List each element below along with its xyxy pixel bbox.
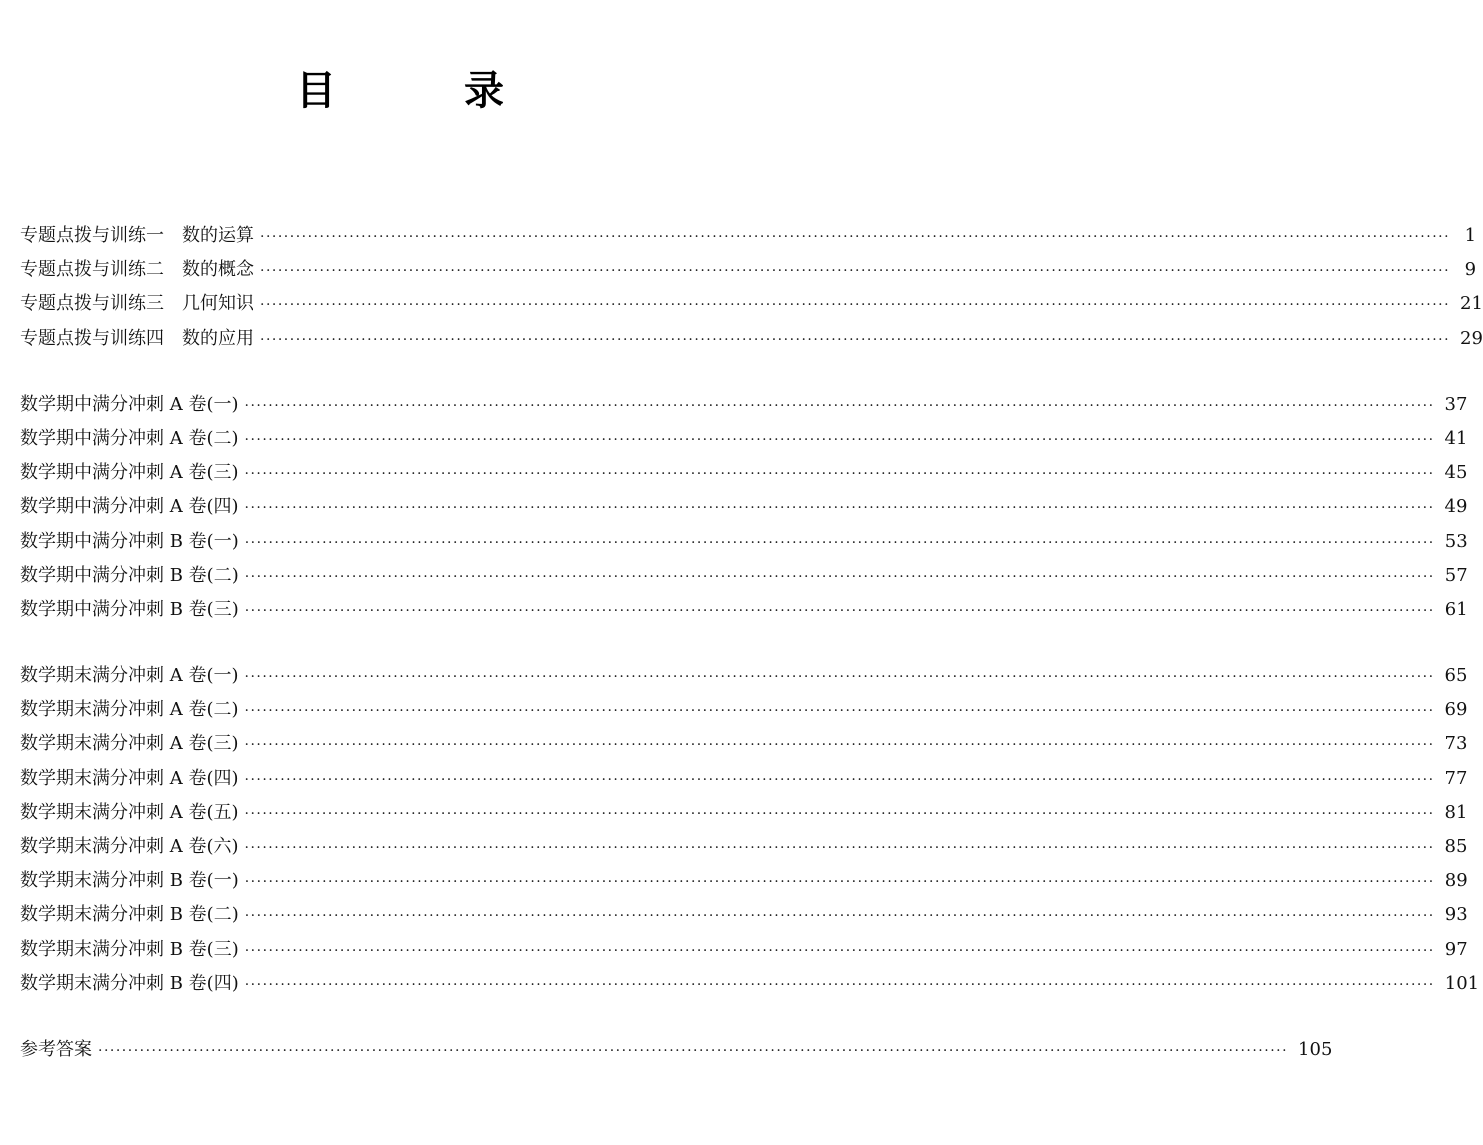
- toc-entry[interactable]: [20, 967, 1480, 1001]
- toc-entry[interactable]: [20, 727, 1468, 761]
- dot-leader: ········································································································································································································: [244, 737, 1435, 754]
- toc-page-number: 37: [1444, 393, 1468, 415]
- toc-entry-title: 数学期中满分冲刺 A 卷(四): [20, 496, 239, 518]
- toc-entry-title: 数学期中满分冲刺 B 卷(三): [20, 598, 239, 620]
- dot-leader: ········································································································································································································: [244, 771, 1435, 788]
- table-of-contents: [20, 219, 1483, 1067]
- toc-entry[interactable]: [20, 659, 1468, 693]
- toc-page-number: 81: [1444, 801, 1468, 823]
- page-title: 目 录: [296, 68, 548, 114]
- toc-entry-title: 数学期末满分冲刺 B 卷(四): [20, 972, 239, 994]
- toc-entry[interactable]: [20, 287, 1483, 321]
- dot-leader: ········································································································································································································: [244, 431, 1435, 448]
- toc-page-number: 65: [1444, 665, 1468, 687]
- dot-leader: ········································································································································································································: [244, 840, 1435, 856]
- toc-group: [20, 1033, 1333, 1067]
- toc-entry-title: 数学期中满分冲刺 A 卷(三): [20, 462, 239, 484]
- dot-leader: ········································································································································································································: [244, 534, 1435, 551]
- toc-page-number: 9: [1464, 259, 1477, 281]
- dot-leader: ········································································································································································································: [244, 602, 1435, 619]
- toc-page-number: 73: [1444, 733, 1468, 755]
- toc-entry-title: 数学期末满分冲刺 A 卷(四): [20, 767, 239, 789]
- toc-entry[interactable]: [20, 898, 1468, 932]
- dot-leader: ········································································································································································································: [244, 568, 1435, 585]
- toc-entry-title: 数学期中满分冲刺 B 卷(一): [20, 530, 239, 552]
- toc-page-number: 69: [1444, 699, 1468, 721]
- toc-page-number: 77: [1444, 767, 1468, 789]
- dot-leader: ········································································································································································································: [98, 1042, 1289, 1059]
- dot-leader: ········································································································································································································: [260, 331, 1451, 348]
- toc-entry[interactable]: [20, 456, 1468, 490]
- toc-entry[interactable]: [20, 1033, 1333, 1067]
- toc-group: [20, 219, 1483, 356]
- toc-entry[interactable]: [20, 219, 1477, 253]
- dot-leader: ········································································································································································································: [260, 229, 1451, 245]
- toc-page-number: 53: [1444, 530, 1468, 552]
- toc-entry-title: 专题点拨与训练一 数的运算: [20, 225, 254, 246]
- toc-page-number: 97: [1444, 938, 1468, 960]
- toc-entry-title: 专题点拨与训练二 数的概念: [20, 259, 254, 281]
- toc-entry-title: 数学期末满分冲刺 B 卷(三): [20, 938, 239, 960]
- toc-entry[interactable]: [20, 490, 1468, 524]
- dot-leader: ········································································································································································································: [244, 703, 1435, 720]
- toc-entry-title: 专题点拨与训练三 几何知识: [20, 293, 254, 315]
- dot-leader: ········································································································································································································: [244, 942, 1435, 959]
- toc-entry[interactable]: [20, 933, 1468, 967]
- toc-page-number: 101: [1444, 972, 1480, 994]
- toc-page-number: 29: [1460, 327, 1483, 349]
- toc-entry-title: 数学期末满分冲刺 A 卷(一): [20, 665, 239, 687]
- toc-entry-title: 专题点拨与训练四 数的应用: [20, 327, 254, 349]
- dot-leader: ········································································································································································································: [260, 263, 1451, 280]
- toc-entry-title: 参考答案: [20, 1038, 92, 1060]
- toc-group: [20, 659, 1480, 1001]
- toc-entry[interactable]: [20, 830, 1468, 864]
- toc-entry-title: 数学期末满分冲刺 A 卷(三): [20, 733, 239, 755]
- dot-leader: ········································································································································································································: [244, 805, 1435, 822]
- dot-leader: ········································································································································································································: [244, 908, 1435, 925]
- toc-entry-title: 数学期末满分冲刺 A 卷(二): [20, 699, 239, 721]
- dot-leader: ········································································································································································································: [244, 466, 1435, 483]
- dot-leader: ········································································································································································································: [244, 976, 1435, 993]
- toc-entry[interactable]: [20, 388, 1468, 422]
- toc-page-number: 57: [1444, 564, 1468, 586]
- toc-entry[interactable]: [20, 796, 1468, 830]
- toc-page-number: 105: [1298, 1038, 1333, 1060]
- toc-entry[interactable]: [20, 693, 1468, 727]
- toc-page-number: 89: [1444, 870, 1468, 892]
- toc-page-number: 85: [1444, 836, 1468, 857]
- toc-page-number: 21: [1460, 293, 1483, 315]
- toc-entry[interactable]: [20, 593, 1468, 627]
- toc-entry[interactable]: [20, 559, 1468, 593]
- toc-page-number: 93: [1444, 904, 1468, 926]
- dot-leader: ········································································································································································································: [244, 669, 1435, 686]
- toc-page-number: 41: [1444, 427, 1468, 449]
- toc-page-number: 45: [1444, 462, 1468, 484]
- toc-page-number: 1: [1464, 225, 1477, 246]
- toc-entry[interactable]: [20, 762, 1468, 796]
- toc-entry-title: 数学期末满分冲刺 A 卷(五): [20, 801, 239, 823]
- toc-page-number: 49: [1444, 496, 1468, 518]
- toc-entry[interactable]: [20, 422, 1468, 456]
- toc-entry-title: 数学期末满分冲刺 B 卷(二): [20, 904, 239, 926]
- toc-entry[interactable]: [20, 253, 1477, 287]
- toc-entry-title: 数学期末满分冲刺 A 卷(六): [20, 836, 239, 857]
- toc-entry[interactable]: [20, 864, 1468, 898]
- toc-entry-title: 数学期末满分冲刺 B 卷(一): [20, 870, 239, 892]
- toc-entry-title: 数学期中满分冲刺 A 卷(一): [20, 393, 239, 415]
- dot-leader: ········································································································································································································: [244, 500, 1435, 517]
- toc-group: [20, 388, 1468, 627]
- toc-entry[interactable]: [20, 322, 1483, 356]
- dot-leader: ········································································································································································································: [244, 874, 1435, 891]
- toc-page-number: 61: [1444, 598, 1468, 620]
- toc-entry-title: 数学期中满分冲刺 A 卷(二): [20, 427, 239, 449]
- toc-entry[interactable]: [20, 525, 1468, 559]
- dot-leader: ········································································································································································································: [244, 397, 1435, 414]
- toc-entry-title: 数学期中满分冲刺 B 卷(二): [20, 564, 239, 586]
- dot-leader: ········································································································································································································: [260, 297, 1451, 314]
